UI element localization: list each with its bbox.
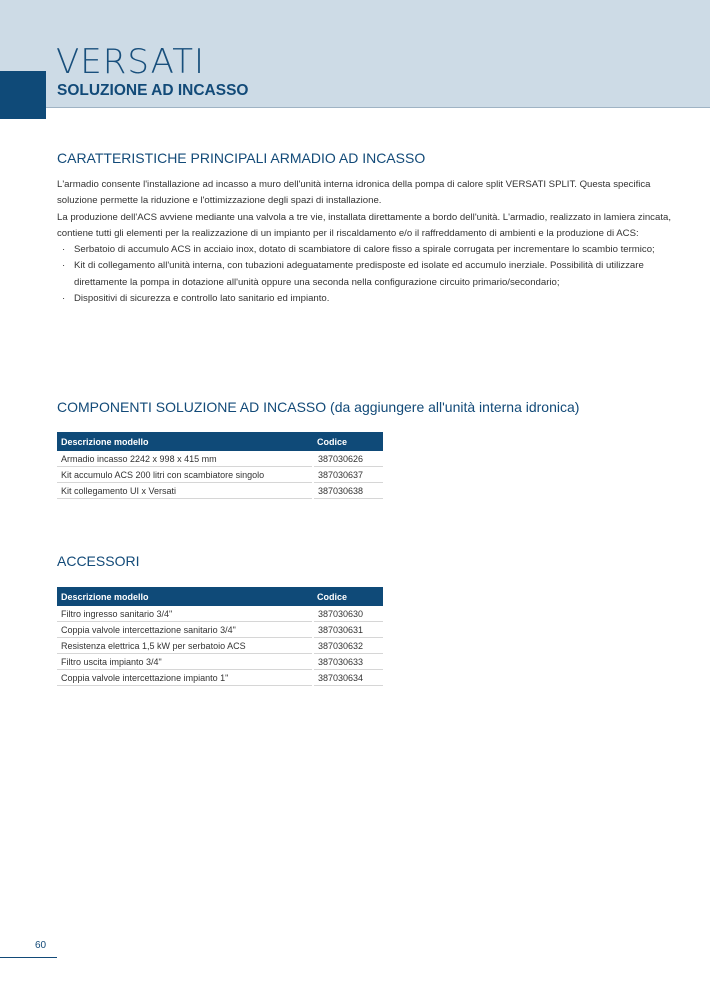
cell-description: Kit collegamento UI x Versati [57,483,313,499]
cell-code: 387030634 [313,670,383,686]
cell-code: 387030631 [313,622,383,638]
page-title: VERSATI [56,42,205,82]
table-header-row [57,432,383,451]
table-row [57,654,383,670]
cell-code: 387030632 [313,638,383,654]
cell-description: Filtro ingresso sanitario 3/4" [57,606,313,622]
list-item: · Kit di collegamento all'unità interna, con tubazioni adeguatamente predisposte ed isolate ed accumulo inerziale. Possibilità di utilizzare direttamente la pompa in dotazione all'unità oppure una seconda nella configurazione circuito primario/secondario; [57,258,677,291]
table-row [57,483,383,499]
table-row [57,638,383,654]
page-subtitle: SOLUZIONE AD INCASSO [57,82,249,99]
cell-description: Coppia valvole intercettazione sanitario 3/4" [57,622,313,638]
components-table [57,432,383,499]
features-list [57,242,677,307]
column-header: Codice [313,587,383,606]
list-item: · Serbatoio di accumulo ACS in acciaio inox, dotato di scambiatore di calore fisso a spirale corrugata per incrementare lo scambio termico; [57,242,677,258]
cell-code: 387030638 [313,483,383,499]
cell-code: 387030637 [313,467,383,483]
cell-description: Resistenza elettrica 1,5 kW per serbatoio ACS [57,638,313,654]
cell-description: Coppia valvole intercettazione impianto 1" [57,670,313,686]
cell-code: 387030633 [313,654,383,670]
table-row [57,670,383,686]
cell-description: Kit accumulo ACS 200 litri con scambiatore singolo [57,467,313,483]
table-header-row [57,587,383,606]
section-heading-features: CARATTERISTICHE PRINCIPALI ARMADIO AD INCASSO [57,150,426,166]
cell-code: 387030630 [313,606,383,622]
page-number: 60 [35,940,47,951]
cell-description: Armadio incasso 2242 x 998 x 415 mm [57,451,313,467]
header-accent-square [0,71,46,119]
list-item: · Dispositivi di sicurezza e controllo lato sanitario ed impianto. [57,291,677,307]
column-header: Codice [313,432,383,451]
cell-code: 387030626 [313,451,383,467]
section-heading-components: COMPONENTI SOLUZIONE AD INCASSO (da aggiungere all'unità interna idronica) [57,399,580,415]
features-body [57,177,677,307]
column-header: Descrizione modello [57,432,313,451]
table-row [57,606,383,622]
table-row [57,467,383,483]
paragraph: L'armadio consente l'installazione ad incasso a muro dell'unità interna idronica della pompa di calore split VERSATI SPLIT. Questa specifica soluzione permette la riduzione e l'ottimizzazione degli spazi di installazione. [57,179,651,207]
table-row [57,622,383,638]
cell-description: Filtro uscita impianto 3/4" [57,654,313,670]
section-heading-accessories: ACCESSORI [57,553,140,569]
accessories-table [57,587,383,686]
column-header: Descrizione modello [57,587,313,606]
footer-rule [0,957,57,958]
paragraph: La produzione dell'ACS avviene mediante una valvola a tre vie, installata direttamente a bordo dell'unità. L'armadio, realizzato in lamiera zincata, contiene tutti gli elementi per la realizzazione di un impianto per il riscaldamento e/o il raffreddamento di ambienti e la produzione di ACS: [57,211,671,239]
table-row [57,451,383,467]
